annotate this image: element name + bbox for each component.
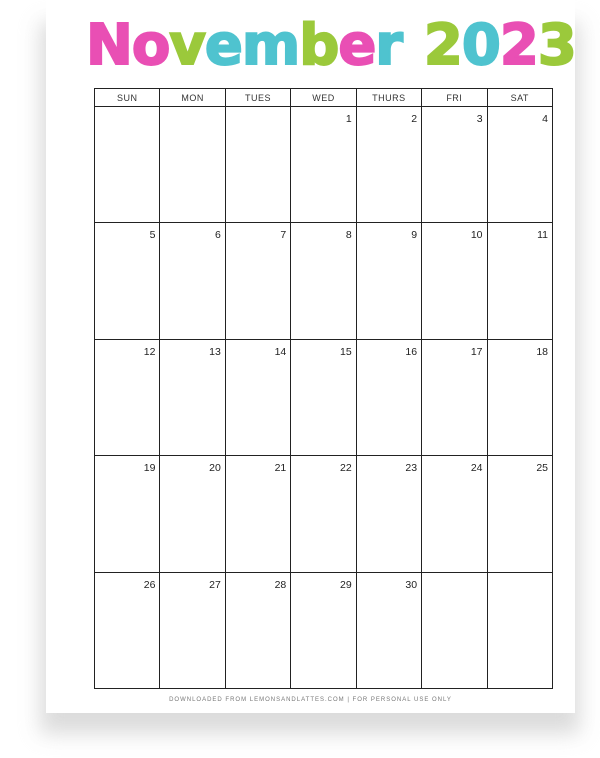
title-letter: r: [375, 13, 402, 78]
day-number: 21: [274, 462, 287, 475]
title-letter: e: [338, 13, 376, 78]
day-cell: [95, 107, 160, 223]
day-cell: [422, 107, 487, 223]
day-number: 1: [345, 113, 352, 125]
day-cell: [160, 572, 225, 688]
day-cell: [487, 339, 552, 455]
weekday-header: TUES: [225, 89, 290, 107]
day-cell: [95, 456, 160, 572]
day-number: 9: [411, 229, 418, 242]
day-number: 12: [143, 345, 156, 358]
day-number: 22: [340, 462, 352, 475]
weekday-header: SUN: [95, 89, 160, 107]
title-letter: e: [204, 13, 242, 78]
day-cell: [356, 107, 421, 223]
weekday-header: FRI: [422, 89, 487, 107]
title-letter: m: [241, 13, 300, 78]
day-cell: [356, 572, 421, 688]
day-number: 30: [405, 578, 418, 591]
day-cell: [356, 223, 421, 339]
day-number: 27: [209, 578, 221, 591]
day-number: [226, 107, 290, 113]
day-cell: [422, 339, 487, 455]
calendar-page: [46, 0, 575, 713]
day-number: 17: [470, 345, 483, 358]
day-number: 16: [405, 345, 418, 358]
day-cell: [291, 572, 356, 688]
day-number: 23: [405, 462, 418, 475]
day-cell: [487, 572, 552, 688]
day-cell: [160, 456, 225, 572]
weekday-header: THURS: [356, 89, 421, 107]
calendar-week-row: [95, 456, 553, 572]
day-number: 2: [411, 113, 418, 125]
calendar-grid: [94, 88, 553, 689]
day-cell: [160, 223, 225, 339]
day-cell: [487, 456, 552, 572]
day-cell: [225, 107, 290, 223]
weekday-header-row: [95, 89, 553, 107]
weekday-header: WED: [291, 89, 356, 107]
day-number: 6: [215, 229, 221, 242]
day-number: 11: [537, 229, 548, 242]
calendar-week-row: [95, 339, 553, 455]
calendar-week-row: [95, 572, 553, 688]
day-cell: [487, 107, 552, 223]
calendar-week-row: [95, 107, 553, 223]
day-cell: [225, 572, 290, 688]
day-number: 24: [470, 462, 483, 475]
day-cell: [291, 223, 356, 339]
footer-note: DOWNLOADED FROM LEMONSANDLATTES.COM | FOR PERSONAL USE ONLY: [169, 697, 452, 703]
day-number: 26: [143, 578, 156, 591]
day-cell: [225, 223, 290, 339]
day-number: [160, 107, 224, 113]
day-cell: [95, 339, 160, 455]
day-number: 15: [340, 345, 352, 358]
weekday-header: MON: [160, 89, 225, 107]
day-number: 5: [149, 229, 156, 242]
day-number: [488, 573, 552, 579]
title-letter: N: [86, 13, 132, 78]
day-number: 14: [274, 345, 287, 358]
day-cell: [95, 572, 160, 688]
weekday-header: SAT: [487, 89, 552, 107]
day-cell: [422, 572, 487, 688]
day-number: 25: [536, 462, 548, 475]
calendar-title: [86, 12, 576, 80]
day-cell: [160, 107, 225, 223]
day-cell: [160, 339, 225, 455]
day-number: 20: [209, 462, 221, 475]
day-cell: [422, 223, 487, 339]
day-number: 18: [536, 345, 548, 358]
day-number: 19: [143, 462, 156, 475]
day-cell: [422, 456, 487, 572]
title-letter: v: [169, 13, 205, 78]
day-cell: [291, 339, 356, 455]
day-cell: [291, 107, 356, 223]
day-number: 3: [476, 113, 483, 125]
day-number: 13: [209, 345, 221, 358]
day-cell: [356, 339, 421, 455]
day-number: 4: [542, 113, 548, 125]
day-cell: [291, 456, 356, 572]
day-cell: [225, 339, 290, 455]
title-letter: 2: [499, 13, 538, 78]
title-letter: 0: [461, 13, 500, 78]
title-letter: o: [131, 13, 170, 78]
day-number: 28: [274, 578, 287, 591]
day-number: [95, 107, 159, 113]
day-number: [422, 573, 486, 579]
day-number: 10: [470, 229, 483, 242]
title-letter: 3: [537, 13, 576, 78]
day-cell: [356, 456, 421, 572]
day-number: 29: [340, 578, 352, 591]
day-cell: [225, 456, 290, 572]
day-cell: [487, 223, 552, 339]
title-letter: b: [299, 13, 339, 78]
title-letter: 2: [423, 13, 462, 78]
day-number: 7: [280, 229, 287, 242]
calendar-week-row: [95, 223, 553, 339]
day-cell: [95, 223, 160, 339]
day-number: 8: [345, 229, 352, 242]
